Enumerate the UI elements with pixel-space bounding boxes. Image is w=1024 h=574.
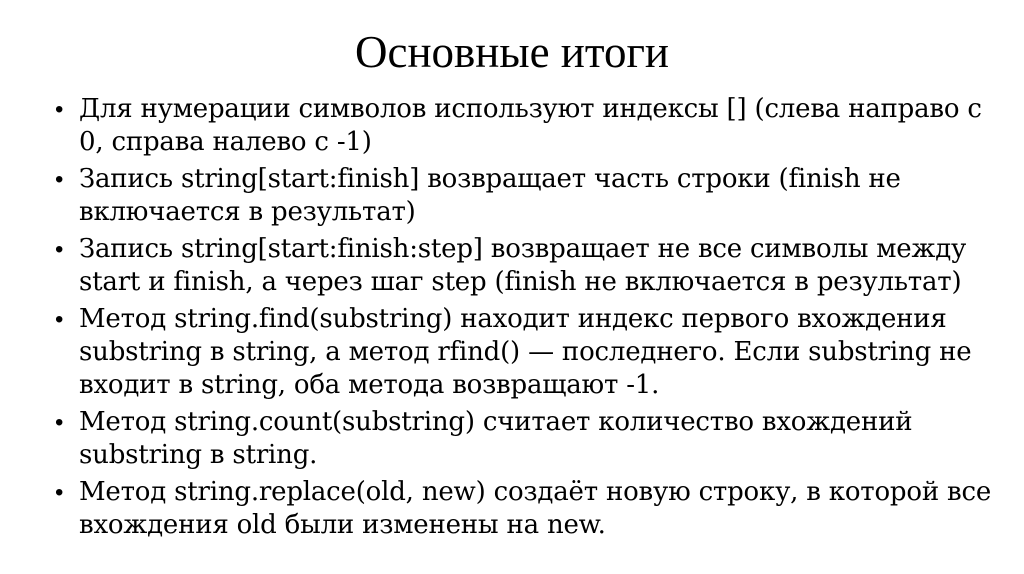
list-item [50,163,1000,229]
bullet-icon: • [55,166,64,193]
list-item [50,233,1000,299]
bullet-text: Метод string.replace(old, new) создаёт новую строку, в которой все вхождения old были изменены на new. [79,477,992,540]
bullet-text: Метод string.find(substring) находит индекс первого вхождения substring в string, а метод rfind() — последнего. Если substring не входит в string, оба метода возвращают -1. [79,304,972,400]
list-item [50,303,1000,402]
bullet-list [50,93,1000,546]
slide-title: Основные итоги [354,27,670,77]
bullet-text: Для нумерации символов используют индексы [] (слева направо с 0, справа налево с -1) [79,94,982,157]
bullet-icon: • [55,479,64,506]
list-item [50,93,1000,159]
list-item [50,476,1000,542]
bullet-icon: • [55,236,64,263]
bullet-text: Метод string.count(substring) считает количество вхождений substring в string. [79,407,913,470]
list-item [50,406,1000,472]
bullet-text: Запись string[start:finish] возвращает часть строки (finish не включается в результат) [79,164,901,227]
bullet-icon: • [55,409,64,436]
bullet-icon: • [55,96,64,123]
bullet-icon: • [55,306,64,333]
bullet-text: Запись string[start:finish:step] возвращает не все символы между start и finish, а через шаг step (finish не включается в результат) [79,234,967,297]
